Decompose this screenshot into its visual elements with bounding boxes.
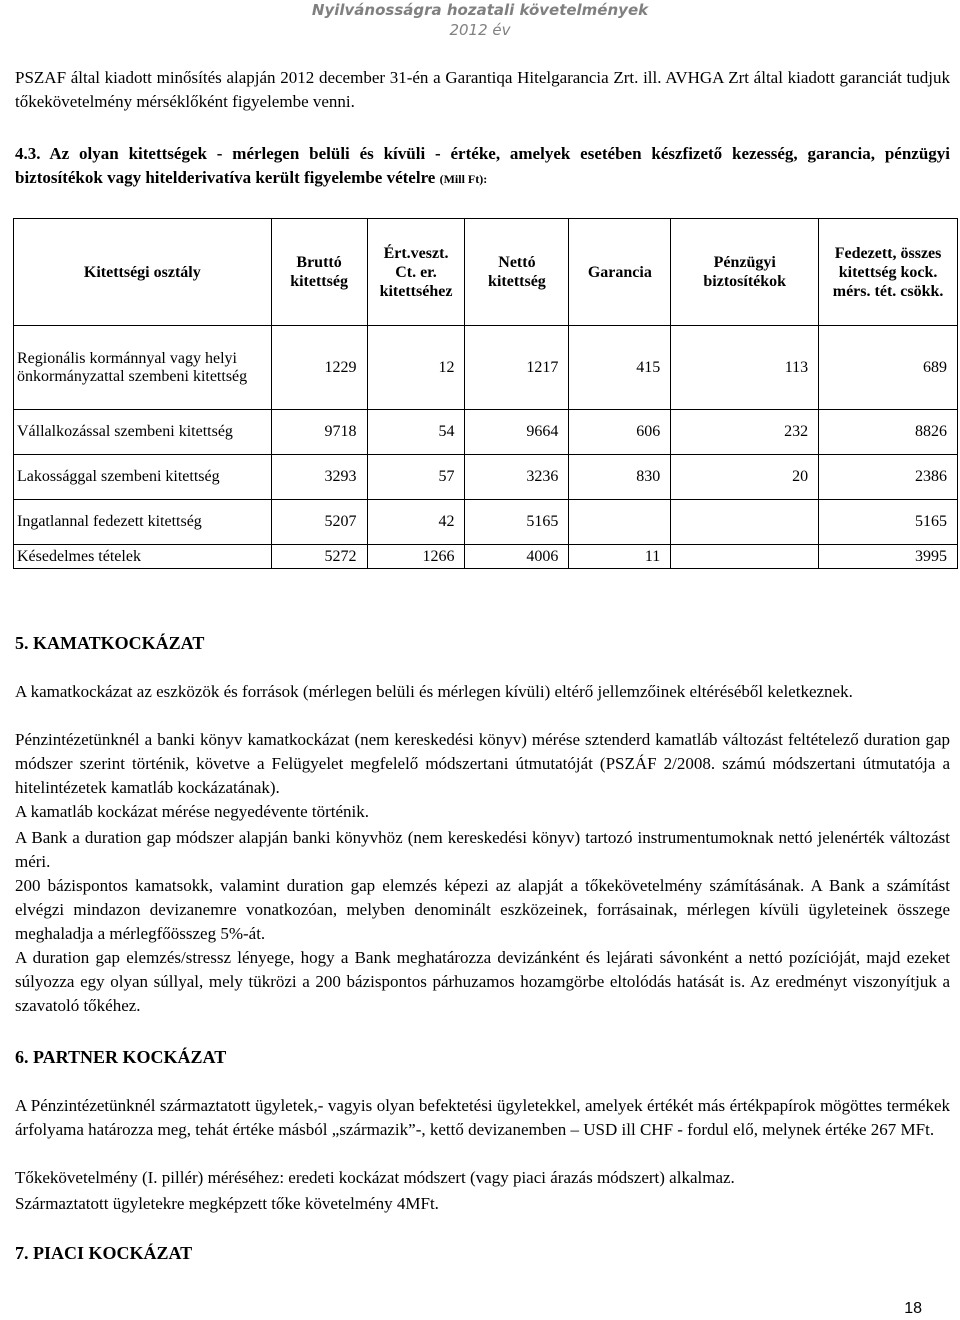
table-cell: 5272 bbox=[271, 545, 367, 569]
table-cell: 3293 bbox=[271, 455, 367, 500]
section-5-p1: A kamatkockázat az eszközök és források (mérlegen belüli és mérlegen kívüli) eltérő jellemzőinek eltéréséből keletkeznek. bbox=[15, 682, 853, 701]
table-header: Garancia bbox=[569, 219, 671, 326]
section-5-p2: Pénzintézetünknél a banki könyv kamatkockázat (nem kereskedési könyv) mérése sztenderd kamatláb változást feltételező duration gap módszer szerint történik, követve a Felügyelet megfelelő módszertani útmutatóját (PSZÁF 2/2008. számú módszertani útmutatója a hitelintézetek kamatláb kockázatának). bbox=[15, 730, 950, 797]
table-cell bbox=[671, 545, 819, 569]
table-cell: 3236 bbox=[465, 455, 569, 500]
table-cell: 1266 bbox=[367, 545, 465, 569]
intro-paragraph: PSZAF által kiadott minősítés alapján 2012 december 31-én a Garantiqa Hitelgarancia Zrt. ill. AVHGA Zrt által kiadott garanciát tudjuk tőkekövetelmény mérséklőként figyelembe venni. bbox=[15, 68, 950, 111]
table-row bbox=[14, 455, 958, 500]
table-cell: 2386 bbox=[819, 455, 958, 500]
table-header: Kitettségi osztály bbox=[14, 219, 272, 326]
table-cell: 12 bbox=[367, 326, 465, 410]
section-4-3-paragraph bbox=[15, 142, 950, 191]
table-cell: 232 bbox=[671, 410, 819, 455]
table-header: Ért.veszt. Ct. er. kitettséhez bbox=[367, 219, 465, 326]
table-cell-label: Vállalkozással szembeni kitettség bbox=[14, 410, 272, 455]
section-5-p3: A kamatláb kockázat mérése negyedévente történik. bbox=[15, 802, 370, 821]
table-cell: 5165 bbox=[819, 500, 958, 545]
table-header: Nettó kitettség bbox=[465, 219, 569, 326]
table-cell: 113 bbox=[671, 326, 819, 410]
table-row bbox=[14, 410, 958, 455]
table-cell bbox=[671, 500, 819, 545]
table-header: Fedezett, összes kitettség kock. mérs. tét. csökk. bbox=[819, 219, 958, 326]
table-cell: 5207 bbox=[271, 500, 367, 545]
table-cell: 57 bbox=[367, 455, 465, 500]
table-row bbox=[14, 326, 958, 410]
section-4-3-unit: (Mill Ft): bbox=[439, 172, 488, 186]
table-cell: 11 bbox=[569, 545, 671, 569]
table-cell: 20 bbox=[671, 455, 819, 500]
table-cell: 5165 bbox=[465, 500, 569, 545]
table-cell: 415 bbox=[569, 326, 671, 410]
section-5-p6: A duration gap elemzés/stressz lényege, hogy a Bank meghatározza devizánként és lejárati sávonként a nettó pozícióját, majd ezeket súlyozza egy olyan súllyal, mely tükrözi a 200 bázispontos párhuzamos hozamgörbe eltolódás hatását is. Az eredményt viszonyítjuk a szavatoló tőkéhez. bbox=[15, 948, 950, 1015]
table-row bbox=[14, 545, 958, 569]
table-cell: 689 bbox=[819, 326, 958, 410]
section-6-p3: Származtatott ügyletekre megképzett tőke követelmény 4MFt. bbox=[15, 1194, 439, 1213]
table-cell-label: Késedelmes tételek bbox=[14, 545, 272, 569]
table-header: Pénzügyi biztosítékok bbox=[671, 219, 819, 326]
table-cell: 54 bbox=[367, 410, 465, 455]
section-5-p4: A Bank a duration gap módszer alapján banki könyvhöz (nem kereskedési könyv) tartozó instrumentumoknak nettó jelenérték változást méri. bbox=[15, 828, 950, 871]
table-cell: 606 bbox=[569, 410, 671, 455]
section-6-title: 6. PARTNER KOCKÁZAT bbox=[15, 1047, 227, 1067]
running-header-title: Nyilvánosságra hozatali követelmények bbox=[311, 1, 649, 19]
table-cell-label: Regionális kormánnyal vagy helyi önkormányzattal szembeni kitettség bbox=[14, 326, 272, 410]
table-row bbox=[14, 500, 958, 545]
section-5-p5: 200 bázispontos kamatsokk, valamint duration gap elemzés képezi az alapját a tőkekövetelmény számításának. A Bank a számítást elvégzi mindazon devizanemre vonatkozóan, melyben denominált eszközeinek, forrásainak, mérlegen kívüli ügyleteinek összege meghaladja a mérlegfőösszeg 5%-át. bbox=[15, 876, 950, 943]
table-cell-label: Ingatlannal fedezett kitettség bbox=[14, 500, 272, 545]
table-cell bbox=[569, 500, 671, 545]
page-number: 18 bbox=[904, 1300, 922, 1317]
table-header-row bbox=[14, 219, 958, 326]
table-cell-label: Lakossággal szembeni kitettség bbox=[14, 455, 272, 500]
table-cell: 42 bbox=[367, 500, 465, 545]
table-cell: 830 bbox=[569, 455, 671, 500]
table-header: Bruttó kitettség bbox=[271, 219, 367, 326]
table-cell: 8826 bbox=[819, 410, 958, 455]
section-6-p1: A Pénzintézetünknél származtatott ügyletek,- vagyis olyan befektetési ügyletekkel, amelyek értékét más értékpapírok mögöttes termékek árfolyama határozza meg, tehát értéke másból „származik”-, kettő devizanemben – USD ill CHF - fordul elő, melynek értéke 267 MFt. bbox=[15, 1096, 950, 1139]
section-7-title: 7. PIACI KOCKÁZAT bbox=[15, 1243, 193, 1263]
running-header-year: 2012 év bbox=[449, 21, 511, 39]
exposure-table bbox=[13, 218, 958, 569]
table-cell: 3995 bbox=[819, 545, 958, 569]
section-4-3-text: 4.3. Az olyan kitettségek - mérlegen belüli és kívüli - értéke, amelyek esetében készfizető kezesség, garancia, pénzügyi biztosítékok vagy hitelderivatíva került figyelembe vételre bbox=[15, 144, 950, 187]
table-cell: 9664 bbox=[465, 410, 569, 455]
table-cell: 9718 bbox=[271, 410, 367, 455]
section-5-title: 5. KAMATKOCKÁZAT bbox=[15, 633, 205, 653]
table-cell: 1229 bbox=[271, 326, 367, 410]
table-cell: 4006 bbox=[465, 545, 569, 569]
section-6-p2: Tőkekövetelmény (I. pillér) méréséhez: eredeti kockázat módszert (vagy piaci árazás módszert) alkalmaz. bbox=[15, 1168, 735, 1187]
table-cell: 1217 bbox=[465, 326, 569, 410]
